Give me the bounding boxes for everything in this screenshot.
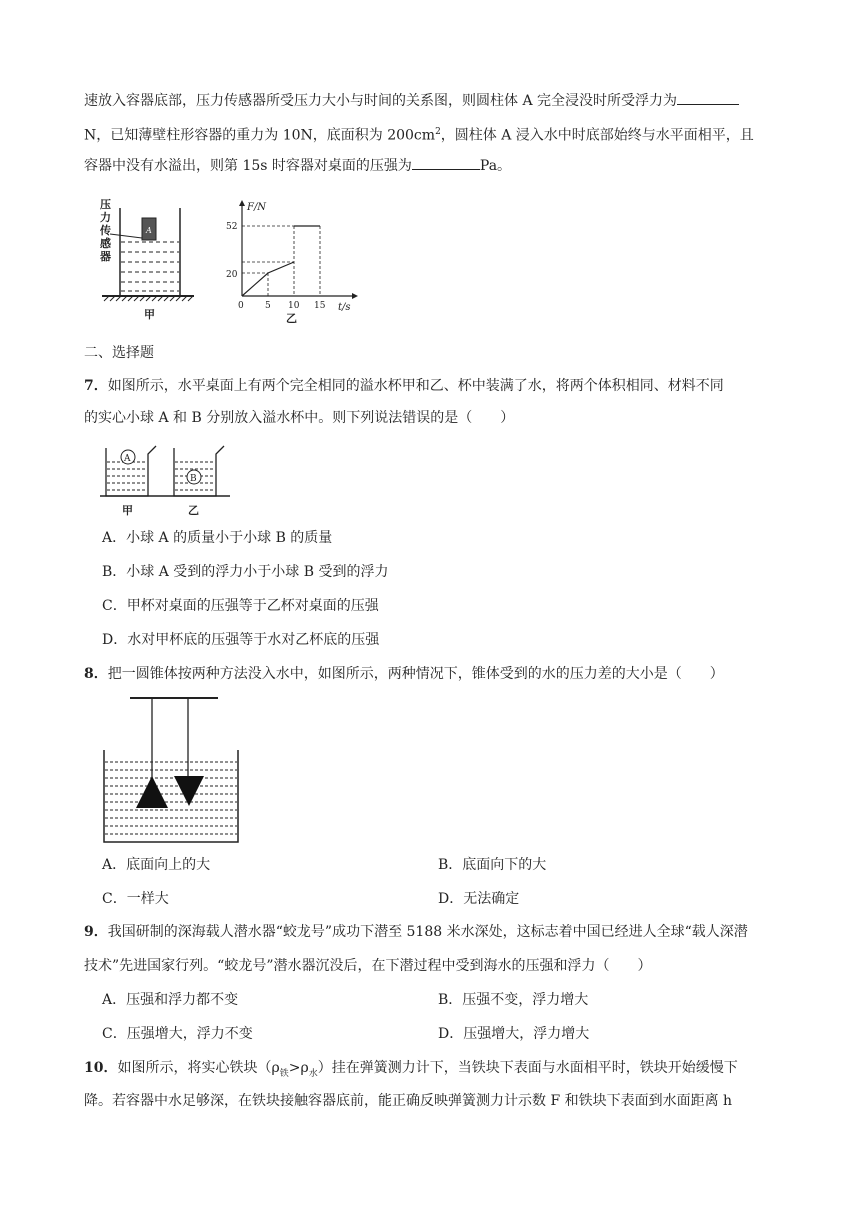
y-tick-52: 52 — [226, 222, 238, 232]
y-tick-20: 20 — [226, 270, 238, 280]
q6-figure-yi — [222, 196, 362, 326]
answer-blank-pressure[interactable] — [412, 155, 480, 170]
q9-stem-line1: 9．我国研制的深海载人潜水器“蛟龙号”成功下潜至 5188 米水深处，这标志着中国已经进人全球“载人深潜 — [84, 924, 748, 940]
ball-a-label: A — [124, 454, 131, 464]
q8-option-a[interactable]: A．底面向上的大 — [102, 857, 211, 873]
q9-stem-line2: 技术”先进国家行列。“蛟龙号”潜水器沉没后，在下潜过程中受到海水的压强和浮力（ ） — [84, 958, 652, 974]
q6-figure-jia — [98, 196, 208, 326]
fig-jia-caption: 甲 — [144, 308, 155, 321]
q6-line3: 容器中没有水溢出，则第 15s 时容器对桌面的压强为 Pa。 — [84, 155, 511, 176]
q9-option-d[interactable]: D．压强增大，浮力增大 — [438, 1026, 590, 1042]
q7-option-d[interactable]: D．水对甲杯底的压强等于水对乙杯底的压强 — [102, 632, 380, 648]
sensor-label: 压力传感器 — [100, 198, 111, 263]
x-tick-10: 10 — [288, 301, 300, 311]
cup-jia-caption: 甲 — [122, 504, 133, 517]
q7-option-b[interactable]: B．小球 A 受到的浮力小于小球 B 受到的浮力 — [102, 564, 389, 580]
q7-figure — [100, 440, 240, 520]
q8-option-c[interactable]: C．一样大 — [102, 891, 169, 907]
q7-stem-line2: 的实心小球 A 和 B 分别放入溢水杯中。则下列说法错误的是（ ） — [84, 410, 515, 426]
q10-stem-line1: 10．如图所示，将实心铁块$(\rho_铁>\rho_水)$挂在弹簧测力计下，当铁块下表面与水面相平时，铁块开始缓慢下 — [84, 1060, 738, 1079]
q7-stem-line1: 7．如图所示，水平桌面上有两个完全相同的溢水杯甲和乙、杯中装满了水，将两个体积相同、材料不同 — [84, 378, 724, 394]
q10-stem-line2: 降。若容器中水足够深，在铁块接触容器底前，能正确反映弹簧测力计示数 F 和铁块下表面到水面距离 h — [84, 1093, 733, 1109]
cup-yi-caption: 乙 — [188, 504, 199, 517]
y-axis-label: F/N — [247, 202, 267, 213]
q8-figure — [100, 690, 250, 850]
answer-blank-buoyancy[interactable] — [677, 90, 739, 105]
fig-yi-caption: 乙 — [286, 312, 297, 325]
q9-option-a[interactable]: A．压强和浮力都不变 — [102, 992, 239, 1008]
q6-line2: N，已知薄壁柱形容器的重力为 10N，底面积为 $200cm^2$，圆柱体 A 浸入水中时底部始终与水平面相平，且 — [84, 127, 754, 144]
x-tick-5: 5 — [265, 301, 271, 311]
x-axis-label: t/s — [338, 302, 351, 313]
x-tick-15: 15 — [314, 301, 326, 311]
q9-option-b[interactable]: B．压强不变，浮力增大 — [438, 992, 589, 1008]
q7-option-a[interactable]: A．小球 A 的质量小于小球 B 的质量 — [102, 530, 333, 546]
q7-option-c[interactable]: C．甲杯对桌面的压强等于乙杯对桌面的压强 — [102, 598, 379, 614]
block-a-label: A — [146, 226, 152, 235]
q8-option-d[interactable]: D．无法确定 — [438, 891, 520, 907]
q8-stem: 8．把一圆锥体按两种方法没入水中，如图所示，两种情况下，锥体受到的水的压力差的大小是（ ） — [84, 666, 724, 682]
ball-b-label: B — [190, 474, 197, 484]
q8-option-b[interactable]: B．底面向下的大 — [438, 857, 547, 873]
q9-option-c[interactable]: C．压强增大，浮力不变 — [102, 1026, 253, 1042]
x-tick-0: 0 — [238, 301, 244, 311]
section-heading: 二、选择题 — [84, 345, 154, 361]
q6-line1: 速放入容器底部，压力传感器所受压力大小与时间的关系图，则圆柱体 A 完全浸没时所受浮力为 — [84, 90, 739, 111]
